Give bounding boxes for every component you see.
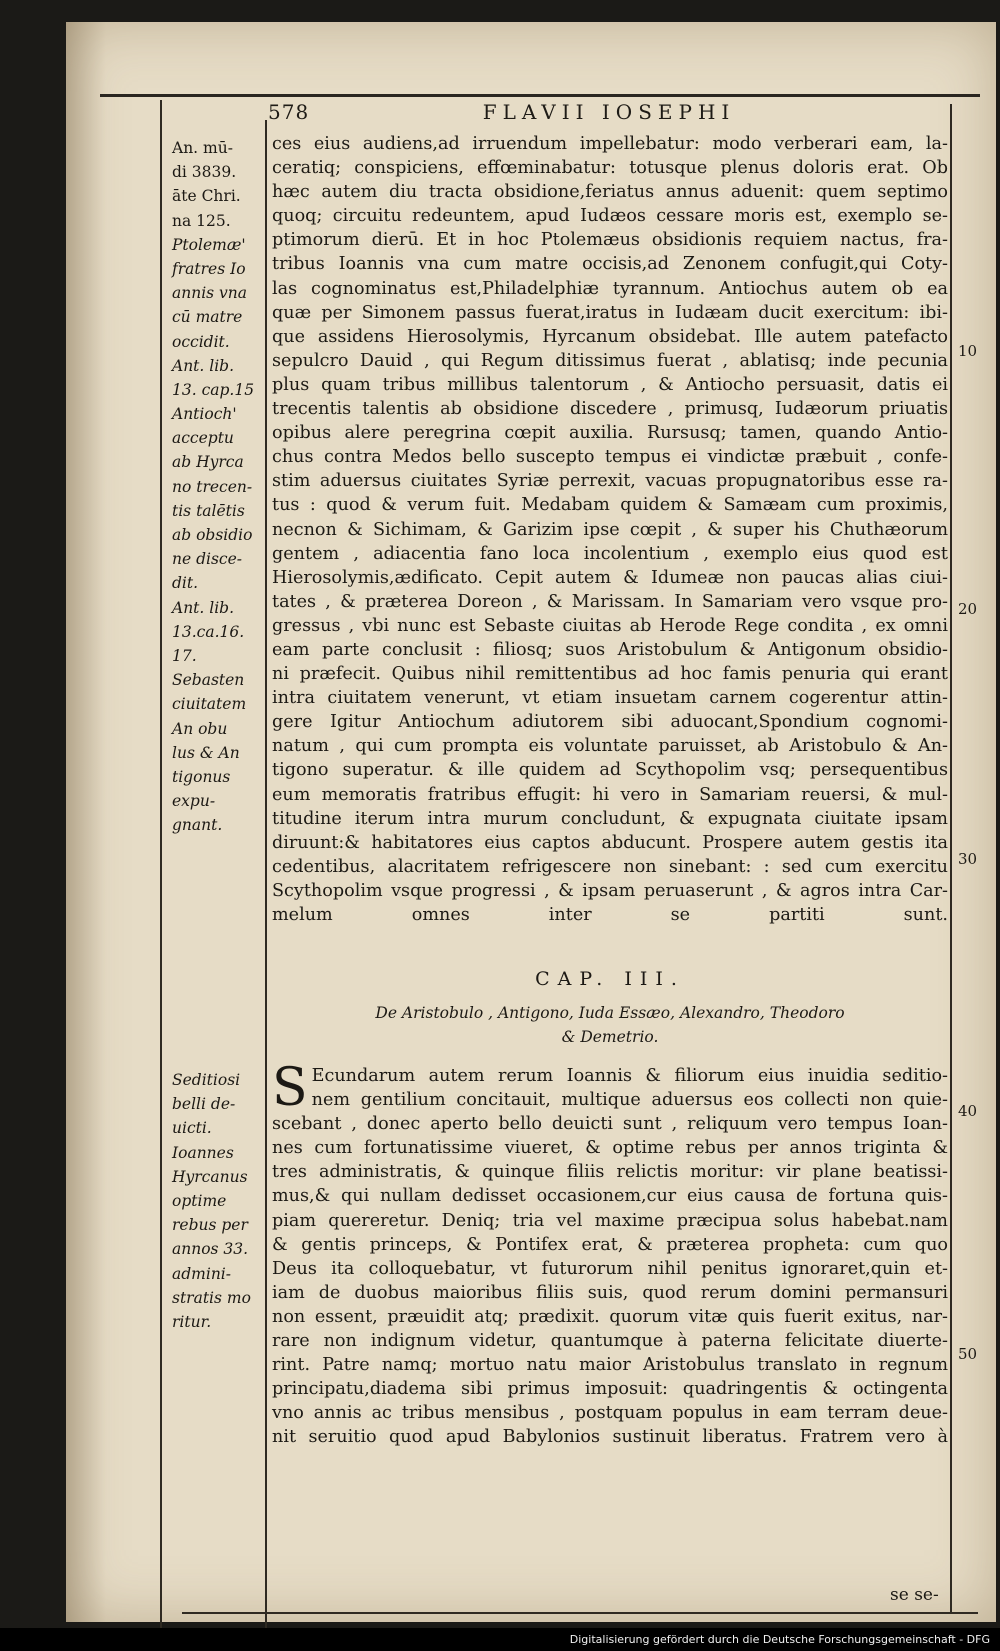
margin-note-line: gnant. xyxy=(172,816,223,835)
text-line: diruunt:& habitatores eius captos abducunt. Prospere autem gestis ita xyxy=(272,832,948,853)
margin-note-line: Ant. lib. xyxy=(172,356,235,375)
margin-note-line: 13. cap.15 xyxy=(172,380,255,399)
margin-note-line: fratres Io xyxy=(172,259,246,278)
text-line: intra ciuitatem venerunt, vt etiam insuetam carnem cogerentur attin- xyxy=(272,688,948,709)
right-frame-line xyxy=(950,104,952,1612)
text-line: tres administratis, & quinque filiis relictis moritur: vir plane beatissi- xyxy=(272,1162,948,1183)
text-line: piam quereretur. Deniq; tria vel maxime præcipua solus habebat.nam xyxy=(272,1210,948,1231)
text-line: titudine iterum intra murum concludunt, & expugnata ciuitate ipsam xyxy=(272,808,948,829)
main-text-column xyxy=(272,132,948,927)
text-line: opibus alere peregrina cœpit auxilia. Rursusq; tamen, quando Antio- xyxy=(272,423,948,444)
text-line: hæc autem diu tracta obsidione,feriatus annus aduenit: quem septimo xyxy=(272,182,948,203)
text-line: eam parte conclusit : filiosq; suos Aristobulum & Antigonum obsidio- xyxy=(272,639,948,660)
text-line: nem gentilium concitauit, multique aduersus eos collecti non quie- xyxy=(311,1090,948,1111)
dropcap-initial: S xyxy=(272,1058,308,1118)
chapter-summary xyxy=(272,1001,948,1049)
text-line: chus contra Medos bello suscepto tempus ei vindictæ præbuit , confe- xyxy=(272,447,948,468)
text-line: non essent, præuidit atq; prædixit. quorum vitæ quis fuerit exitus, nar- xyxy=(272,1306,948,1327)
text-line: ptimorum dierū. Et in hoc Ptolemæus obsidionis requiem nactus, fra- xyxy=(272,230,948,251)
margin-note-line: Antioch' xyxy=(172,405,237,424)
margin-note-line: cū matre xyxy=(172,308,243,327)
text-line: ces eius audiens,ad irruendum impellebatur: modo verberari eam, la- xyxy=(272,134,948,154)
chapter-summary-line: & Demetrio. xyxy=(561,1028,659,1046)
margin-note-line: Ptolemæ' xyxy=(172,235,246,254)
text-line: que assidens Hierosolymis, Hyrcanum obsidebat. Ille autem patefacto xyxy=(272,326,948,347)
margin-note-line: no trecen- xyxy=(172,477,253,496)
running-title: FLAVII IOSEPHI xyxy=(482,100,736,124)
text-line: stim aduersus ciuitates Syriæ perrexit, vacuas propugnatoribus esse ra- xyxy=(272,471,948,492)
text-line: scebant , donec aperto bello deuicti sunt , reliquum vero tempus Ioan- xyxy=(272,1114,948,1135)
margin-note-line: An obu xyxy=(172,719,228,738)
text-line: Scythopolim vsque progressi , & ipsam peruaserunt , & agros intra Car- xyxy=(272,880,948,901)
text-line: principatu,diadema sibi primus imposuit: quadringentis & octingenta xyxy=(272,1379,948,1400)
line-number: 50 xyxy=(958,1345,978,1363)
line-number: 40 xyxy=(958,1102,978,1120)
text-line: cedentibus, alacritatem refrigescere non sinebant: : sed cum exercitu xyxy=(272,856,948,877)
catchword: se se- xyxy=(890,1585,939,1605)
text-line: Hierosolymis,ædificato. Cepit autem & Idumeæ non paucas alias ciui- xyxy=(272,567,948,588)
text-line: Ecundarum autem rerum Ioannis & filiorum eius inuidia seditio- xyxy=(311,1066,948,1086)
text-line: necnon & Sichimam, & Garizim ipse cœpit , & super his Chuthæorum xyxy=(272,519,948,540)
margin-note-line: Ioannes xyxy=(172,1143,234,1162)
margin-notes-top xyxy=(172,136,264,837)
page-header xyxy=(268,100,950,126)
line-number: 10 xyxy=(958,342,978,360)
text-line: natum , qui cum prompta eis voluntate paruisset, ab Aristobulo & An- xyxy=(272,736,948,757)
margin-note-line: 13.ca.16. xyxy=(172,622,245,641)
text-line: gentem , adiacentia fano loca incolentium , exemplo eius quod est xyxy=(272,543,948,564)
margin-note-line: expu- xyxy=(172,792,216,811)
margin-note-line: acceptu xyxy=(172,429,234,448)
text-line: ceratiq; conspiciens, effœminabatur: totusque plenus doloris erat. Ob xyxy=(272,158,948,179)
margin-note-line: optime xyxy=(172,1191,227,1210)
margin-note-line: An. mū- xyxy=(172,139,233,157)
margin-note-line: Ant. lib. xyxy=(172,598,235,617)
margin-divider-line xyxy=(265,120,267,1630)
text-line: tribus Ioannis vna cum matre occisis,ad Zenonem confugit,qui Coty- xyxy=(272,254,948,275)
margin-note-line: annis vna xyxy=(172,284,248,303)
text-line: melum omnes inter se partiti sunt. xyxy=(272,905,948,925)
margin-note-line: annos 33. xyxy=(172,1240,249,1259)
page-shadow xyxy=(66,22,106,1622)
footer-rule xyxy=(182,1612,978,1614)
text-line: rint. Patre namq; mortuo natu maior Aristobulus translato in regnum xyxy=(272,1355,948,1376)
margin-note-line: uicti. xyxy=(172,1119,212,1138)
margin-note-line: ab obsidio xyxy=(172,526,253,544)
margin-notes-bottom xyxy=(172,1068,264,1334)
margin-note-line: ab Hyrca xyxy=(172,453,244,472)
text-line: gere Igitur Antiochum adiutorem sibi aduocant,Spondium cognomi- xyxy=(272,712,948,733)
text-line: rare non indignum videtur, quantumque à paterna felicitate diuerte- xyxy=(272,1331,948,1352)
text-line: tigono superatur. & ille quidem ad Scythopolim vsq; persequentibus xyxy=(272,760,948,781)
margin-note-line: lus & An xyxy=(172,743,240,762)
line-number: 20 xyxy=(958,600,978,618)
margin-note-line: stratis mo xyxy=(172,1288,251,1307)
margin-note-line: āte Chri. xyxy=(172,187,241,206)
text-line: eum memoratis fratribus effugit: hi vero in Samariam reuersi, & mul- xyxy=(272,784,948,805)
text-line: sepulcro Dauid , qui Regum ditissimus fuerat , ablatisq; inde pecunia xyxy=(272,350,948,371)
margin-note-line: rebus per xyxy=(172,1216,248,1235)
text-line: tus : quod & verum fuit. Medabam quidem & Samæam cum proximis, xyxy=(272,495,948,516)
margin-note-line: occidit. xyxy=(172,332,230,351)
text-line: quoq; circuitu redeuntem, apud Iudæos cessare moris est, exemplo se- xyxy=(272,206,948,227)
chapter-summary-line: De Aristobulo , Antigono, Iuda Essæo, Alexandro, Theodoro xyxy=(375,1004,845,1022)
text-line: & gentis princeps, & Pontifex erat, & præterea propheta: cum quo xyxy=(272,1234,948,1255)
text-line: mus,& qui nullam dedisset occasionem,cur eius causa de fortuna quis- xyxy=(272,1186,948,1207)
page-number: 578 xyxy=(268,100,310,124)
margin-note-line: 17. xyxy=(172,646,197,665)
margin-note-line: ritur. xyxy=(172,1312,212,1331)
margin-note-line: di 3839. xyxy=(172,163,237,182)
left-frame-line xyxy=(160,100,162,1650)
margin-note-line: belli de- xyxy=(172,1095,236,1114)
chapter-body-text xyxy=(272,1058,948,1450)
text-line: nit seruitio quod apud Babylonios sustinuit liberatus. Fratrem vero à xyxy=(272,1427,948,1448)
margin-note-line: tis talētis xyxy=(172,501,245,520)
text-line: ni præfecit. Quibus nihil remittentibus ad hoc famis penuria qui erant xyxy=(272,664,948,685)
digitization-credit: Digitalisierung gefördert durch die Deutsche Forschungsgemeinschaft - DFG xyxy=(569,1633,990,1646)
text-line: las cognominatus est,Philadelphiæ tyrannum. Antiochus autem ob ea xyxy=(272,278,948,299)
margin-note-line: Sebasten xyxy=(172,671,245,690)
text-line: gressus , vbi nunc est Sebaste ciuitas ab Herode Rege condita , ex omni xyxy=(272,615,948,636)
chapter-heading: CAP. III. xyxy=(535,968,685,990)
line-number: 30 xyxy=(958,850,978,868)
text-line: plus quam tribus millibus talentorum , & Antiocho persuasit, datis ei xyxy=(272,374,948,395)
margin-note-line: tigonus xyxy=(172,767,231,786)
margin-note-line: Seditiosi xyxy=(172,1071,241,1089)
text-line: iam de duobus maioribus filiis suis, quod rerum domini permansuri xyxy=(272,1282,948,1303)
header-rule xyxy=(100,94,980,97)
text-line: vno annis ac tribus mensibus , postquam populus in eam terram deue- xyxy=(272,1403,948,1424)
text-line: trecentis talentis ab obsidione discedere , primusq, Iudæorum priuatis xyxy=(272,399,948,420)
margin-note-line: ciuitatem xyxy=(172,695,247,714)
margin-note-line: ne disce- xyxy=(172,550,243,569)
text-line: quæ per Simonem passus fuerat,iratus in Iudæam ducit exercitum: ibi- xyxy=(272,302,948,323)
margin-note-line: dit. xyxy=(172,574,199,593)
text-line: nes cum fortunatissime viueret, & optime rebus per annos triginta & xyxy=(272,1138,948,1159)
text-line: Deus ita colloquebatur, vt futurorum nihil penitus ignoraret,quin et- xyxy=(272,1258,948,1279)
margin-note-line: na 125. xyxy=(172,211,231,230)
text-line: tates , & præterea Doreon , & Marissam. In Samariam vero vsque pro- xyxy=(272,591,948,612)
margin-note-line: admini- xyxy=(172,1264,231,1283)
margin-note-line: Hyrcanus xyxy=(172,1167,248,1186)
